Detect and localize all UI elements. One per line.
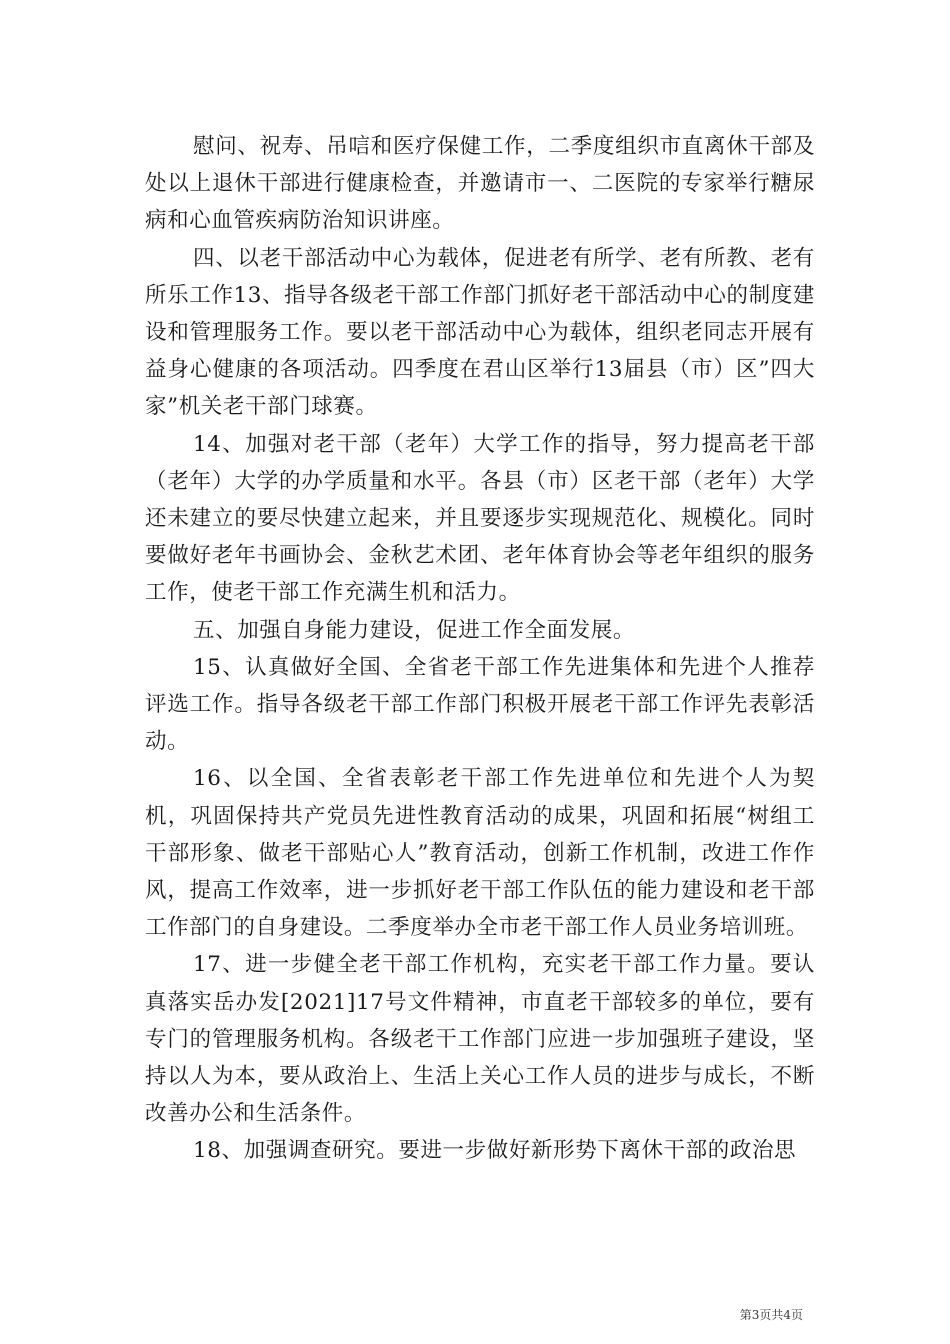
paragraph-2: 四、以老干部活动中心为载体，促进老有所学、老有所教、老有所乐工作13、指导各级老干部工作部门抓好老干部活动中心的制度建设和管理服务工作。要以老干部活动中心为载体，组织老同志开展有益身心健康的各项活动。四季度在君山区举行13届县（市）区”四大家”机关老干部门球赛。	[145, 245, 815, 420]
paragraph-6: 16、以全国、全省表彰老干部工作先进单位和先进个人为契机，巩固保持共产党员先进性教育活动的成果，巩固和拓展“树组工干部形象、做老干部贴心人”教育活动，创新工作机制，改进工作作风，提高工作效率，进一步抓好老干部工作队伍的能力建设和老干部工作部门的自身建设。二季度举办全市老干部工作人员业务培训班。	[145, 766, 815, 941]
page-number-footer: 第3页共4页	[739, 1308, 803, 1322]
paragraph-4: 五、加强自身能力建设，促进工作全面发展。	[193, 617, 636, 643]
paragraph-5: 15、认真做好全国、全省老干部工作先进集体和先进个人推荐评选工作。指导各级老干部工作部门积极开展老干部工作评先表彰活动。	[145, 654, 815, 755]
paragraph-8: 18、加强调查研究。要进一步做好新形势下离休干部的政治思	[193, 1138, 797, 1164]
paragraph-7: 17、进一步健全老干部工作机构，充实老干部工作力量。要认真落实岳办发[2021]17号文件精神，市直老干部较多的单位，要有专门的管理服务机构。各级老干工作部门应进一步加强班子建设，坚持以人为本，要从政治上、生活上关心工作人员的进步与成长，不断改善办公和生活条件。	[145, 952, 815, 1127]
paragraph-3: 14、加强对老干部（老年）大学工作的指导，努力提高老干部（老年）大学的办学质量和水平。各县（市）区老干部（老年）大学还未建立的要尽快建立起来，并且要逐步实现规范化、规模化。同时要做好老年书画协会、金秋艺术团、老年体育协会等老年组织的服务工作，使老干部工作充满生机和活力。	[145, 431, 815, 606]
paragraph-1: 慰问、祝寿、吊唁和医疗保健工作，二季度组织市直离休干部及处以上退休干部进行健康检查，并邀请市一、二医院的专家举行糖尿病和心血管疾病防治知识讲座。	[145, 134, 815, 234]
document-body	[145, 128, 815, 1170]
